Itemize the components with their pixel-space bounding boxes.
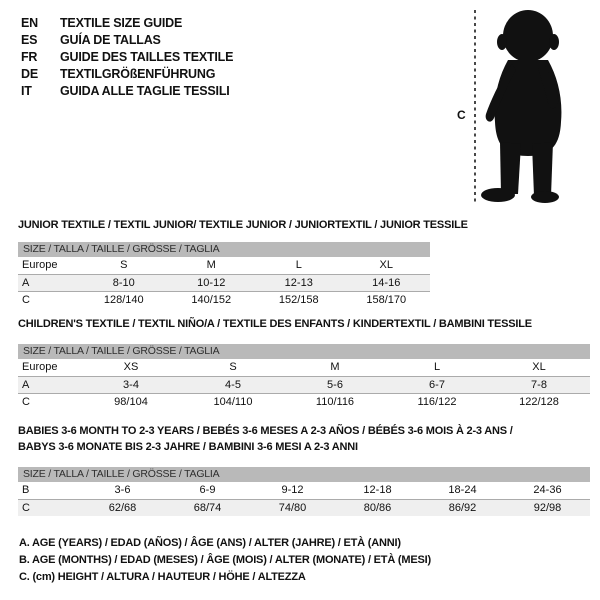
section-title-line: BABIES 3-6 MONTH TO 2-3 YEARS / BEBÉS 3-6 MESES A 2-3 AÑOS / BÉBÉS 3-6 MOIS À 2-3 ANS / xyxy=(18,425,513,437)
size-cell: 7-8 xyxy=(531,378,547,391)
size-cell: S xyxy=(229,361,237,373)
size-cell: 3-6 xyxy=(114,484,131,496)
size-cell: 86/92 xyxy=(448,501,477,514)
size-section-junior xyxy=(18,218,468,309)
legend-line: A. AGE (YEARS) / EDAD (AÑOS) / ÂGE (ANS) / ALTER (JAHRE) / ETÀ (ANNI) xyxy=(19,537,401,549)
size-cell: 74/80 xyxy=(278,501,307,514)
language-title: GUIDE DES TAILLES TEXTILE xyxy=(60,50,234,64)
row-label: C xyxy=(22,294,30,306)
size-section-children xyxy=(18,317,590,411)
language-title: GUIDA ALLE TAGLIE TESSILI xyxy=(60,84,230,98)
language-title: GUÍA DE TALLAS xyxy=(60,33,161,47)
language-code: DE xyxy=(21,67,38,81)
size-cell: 6-9 xyxy=(199,484,216,496)
size-cell: 9-12 xyxy=(281,484,304,496)
size-cell: 140/152 xyxy=(191,294,232,306)
size-cell: 110/116 xyxy=(315,396,355,408)
table-row xyxy=(18,393,590,411)
size-cell: 68/74 xyxy=(193,501,222,514)
size-cell: 128/140 xyxy=(103,294,144,306)
language-code: IT xyxy=(21,84,32,98)
baby-silhouette-icon xyxy=(481,10,561,203)
measure-legend xyxy=(19,535,431,586)
language-row xyxy=(21,32,233,49)
language-code: ES xyxy=(21,33,38,47)
row-label: B xyxy=(22,484,30,496)
table-row xyxy=(18,376,590,394)
size-cell: 12-13 xyxy=(284,276,313,289)
section-title-line: CHILDREN'S TEXTILE / TEXTIL NIÑO/A / TEXTILE DES ENFANTS / KINDERTEXTIL / BAMBINI TESSILE xyxy=(18,318,532,330)
size-cell: 158/170 xyxy=(366,294,407,306)
row-label: A xyxy=(22,276,30,289)
size-cell: 116/122 xyxy=(417,396,457,408)
baby-silhouette-figure xyxy=(448,4,578,204)
table-row xyxy=(18,257,430,274)
row-label: C xyxy=(22,501,30,514)
section-title xyxy=(18,218,468,233)
table-row xyxy=(18,274,430,292)
size-cell: 24-36 xyxy=(533,484,562,496)
size-cell: XS xyxy=(123,361,139,373)
size-cell: 12-18 xyxy=(363,484,392,496)
legend-line: C. (cm) HEIGHT / ALTURA / HAUTEUR / HÖHE / ALTEZZA xyxy=(19,571,306,583)
size-cell: 8-10 xyxy=(112,276,135,289)
row-label: Europe xyxy=(22,361,58,373)
language-code: EN xyxy=(21,16,38,30)
size-cell: 152/158 xyxy=(278,294,319,306)
size-cell: 62/68 xyxy=(108,501,137,514)
language-row xyxy=(21,49,233,66)
table-row xyxy=(18,359,590,376)
size-table-rows xyxy=(18,482,590,516)
size-section-babies xyxy=(18,423,590,516)
size-cell: 80/86 xyxy=(363,501,392,514)
height-measure-label: C xyxy=(457,108,466,122)
language-row xyxy=(21,66,233,83)
table-row xyxy=(18,291,430,309)
size-table-rows xyxy=(18,359,590,411)
size-cell: 104/110 xyxy=(213,396,253,408)
size-table-header: SIZE / TALLA / TAILLE / GRÖSSE / TAGLIA xyxy=(18,467,590,482)
language-title: TEXTILGRÖßENFÜHRUNG xyxy=(60,67,216,81)
size-cell: 14-16 xyxy=(372,276,401,289)
size-cell: 4-5 xyxy=(225,378,241,391)
size-cell: S xyxy=(120,259,128,271)
section-title xyxy=(18,423,590,455)
section-title-line: BABYS 3-6 MONATE BIS 2-3 JAHRE / BAMBINI 3-6 MESI A 2-3 ANNI xyxy=(18,441,358,453)
language-title: TEXTILE SIZE GUIDE xyxy=(60,16,183,30)
size-table-header: SIZE / TALLA / TAILLE / GRÖSSE / TAGLIA xyxy=(18,344,590,359)
row-label: A xyxy=(22,378,30,391)
size-table-header: SIZE / TALLA / TAILLE / GRÖSSE / TAGLIA xyxy=(18,242,430,257)
size-cell: L xyxy=(433,361,441,373)
language-title-list xyxy=(21,15,233,100)
row-label: C xyxy=(22,396,30,408)
section-title-line: JUNIOR TEXTILE / TEXTIL JUNIOR/ TEXTILE JUNIOR / JUNIORTEXTIL / JUNIOR TESSILE xyxy=(18,219,468,231)
size-cell: M xyxy=(206,259,216,271)
row-label: Europe xyxy=(22,259,58,271)
size-cell: L xyxy=(295,259,302,271)
size-cell: 122/128 xyxy=(519,396,559,408)
size-cell: 92/98 xyxy=(533,501,562,514)
legend-line: B. AGE (MONTHS) / EDAD (MESES) / ÂGE (MOIS) / ALTER (MONATE) / ETÀ (MESI) xyxy=(19,554,431,566)
size-cell: 18-24 xyxy=(448,484,477,496)
language-code: FR xyxy=(21,50,38,64)
size-cell: 10-12 xyxy=(197,276,226,289)
table-row xyxy=(18,482,590,499)
language-row xyxy=(21,15,233,32)
size-cell: 6-7 xyxy=(429,378,445,391)
size-table-rows xyxy=(18,257,430,309)
size-cell: 3-4 xyxy=(123,378,139,391)
table-row xyxy=(18,499,590,517)
size-cell: XL xyxy=(532,361,546,373)
size-cell: M xyxy=(330,361,340,373)
section-title xyxy=(18,317,590,332)
size-cell: 98/104 xyxy=(114,396,148,408)
language-row xyxy=(21,83,233,100)
size-cell: XL xyxy=(379,259,393,271)
size-cell: 5-6 xyxy=(327,378,343,391)
